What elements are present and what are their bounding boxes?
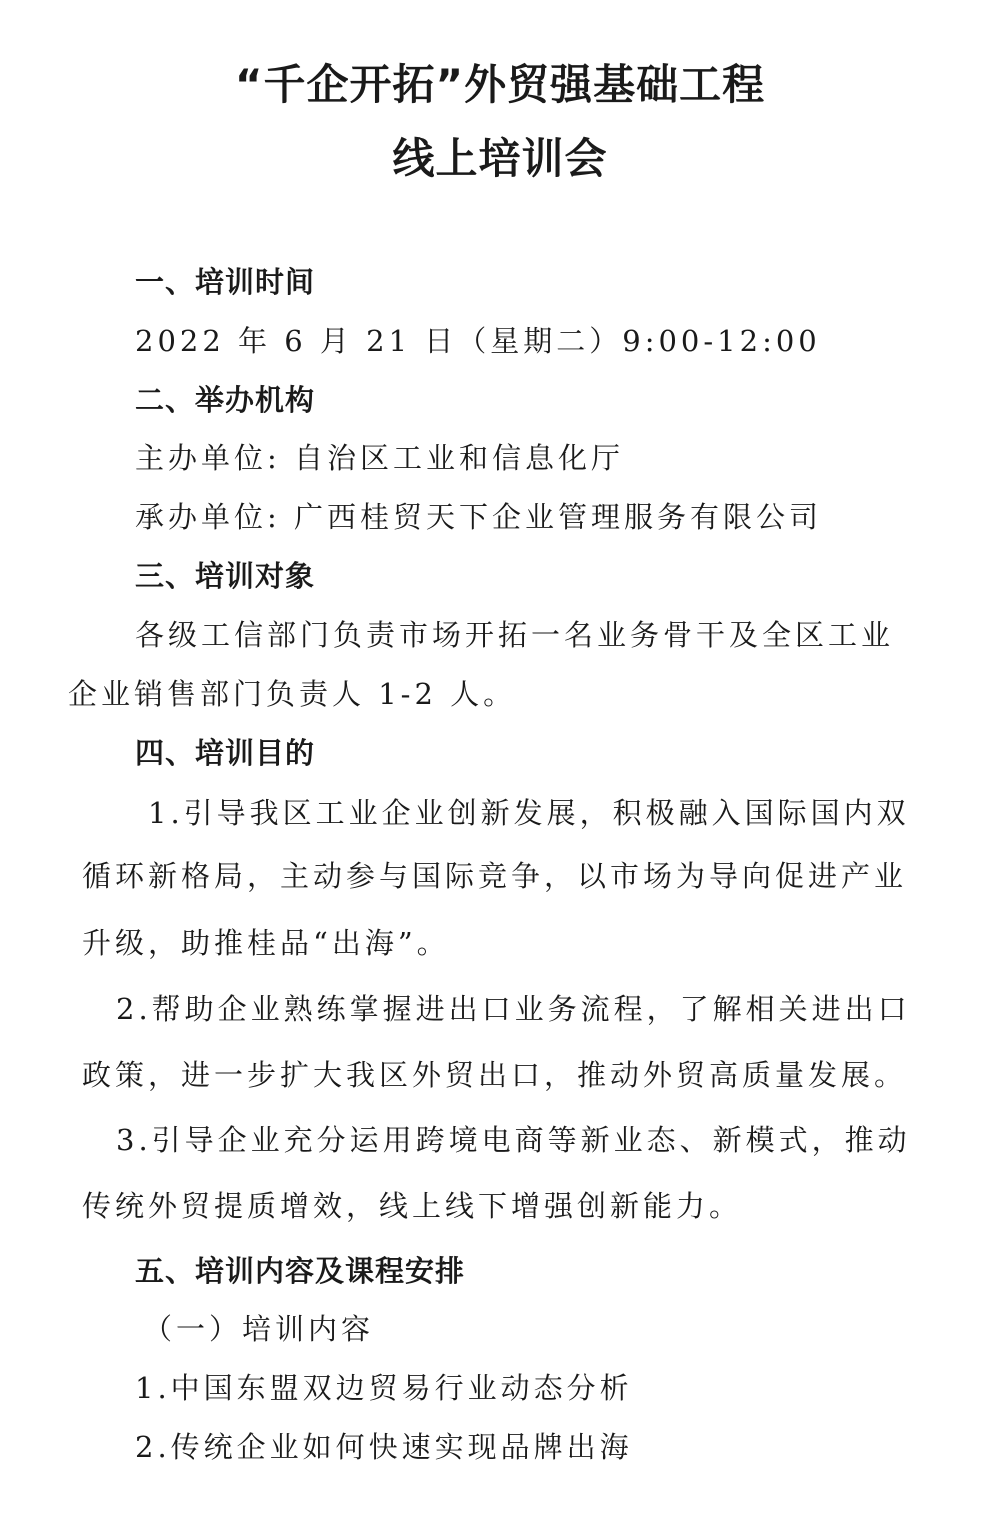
doc-title-line1: “千企开拓”外贸强基础工程 [234,60,766,109]
content-item-1: 1.中国东盟双边贸易行业动态分析 [135,1371,633,1405]
section-heading-content: 五、培训内容及课程安排 [135,1254,466,1288]
purpose-2-line-2: 政策，进一步扩大我区外贸出口，推动外贸高质量发展。 [82,1058,908,1092]
purpose-2-line-1: 2.帮助企业熟练掌握进出口业务流程，了解相关进出口 [116,992,911,1026]
audience-line-1: 各级工信部门负责市场开拓一名业务骨干及全区工业 [135,618,895,652]
purpose-1-line-3: 升级，助推桂品“出海”。 [82,926,450,960]
host-unit: 主办单位: 自治区工业和信息化厅 [135,441,624,475]
audience-line-2: 企业销售部门负责人 1-2 人。 [68,677,517,711]
purpose-3-line-2: 传统外贸提质增效，线上线下增强创新能力。 [82,1189,743,1223]
content-item-2: 2.传统企业如何快速实现品牌出海 [135,1430,633,1464]
organizer-unit: 承办单位: 广西桂贸天下企业管理服务有限公司 [135,500,822,534]
purpose-3-line-1: 3.引导企业充分运用跨境电商等新业态、新模式，推动 [116,1123,911,1157]
purpose-1-line-2: 循环新格局，主动参与国际竞争，以市场为导向促进产业 [82,859,908,893]
purpose-1-line-1: 1.引导我区工业企业创新发展，积极融入国际国内双 [148,796,910,830]
doc-title-line2: 线上培训会 [392,134,608,183]
content-subheading: （一）培训内容 [143,1312,375,1346]
section-heading-time: 一、培训时间 [135,265,316,299]
section-heading-purpose: 四、培训目的 [135,736,316,770]
training-time: 2022 年 6 月 21 日（星期二）9:00-12:00 [135,324,821,358]
section-heading-organizers: 二、举办机构 [135,383,316,417]
section-heading-audience: 三、培训对象 [135,559,316,593]
